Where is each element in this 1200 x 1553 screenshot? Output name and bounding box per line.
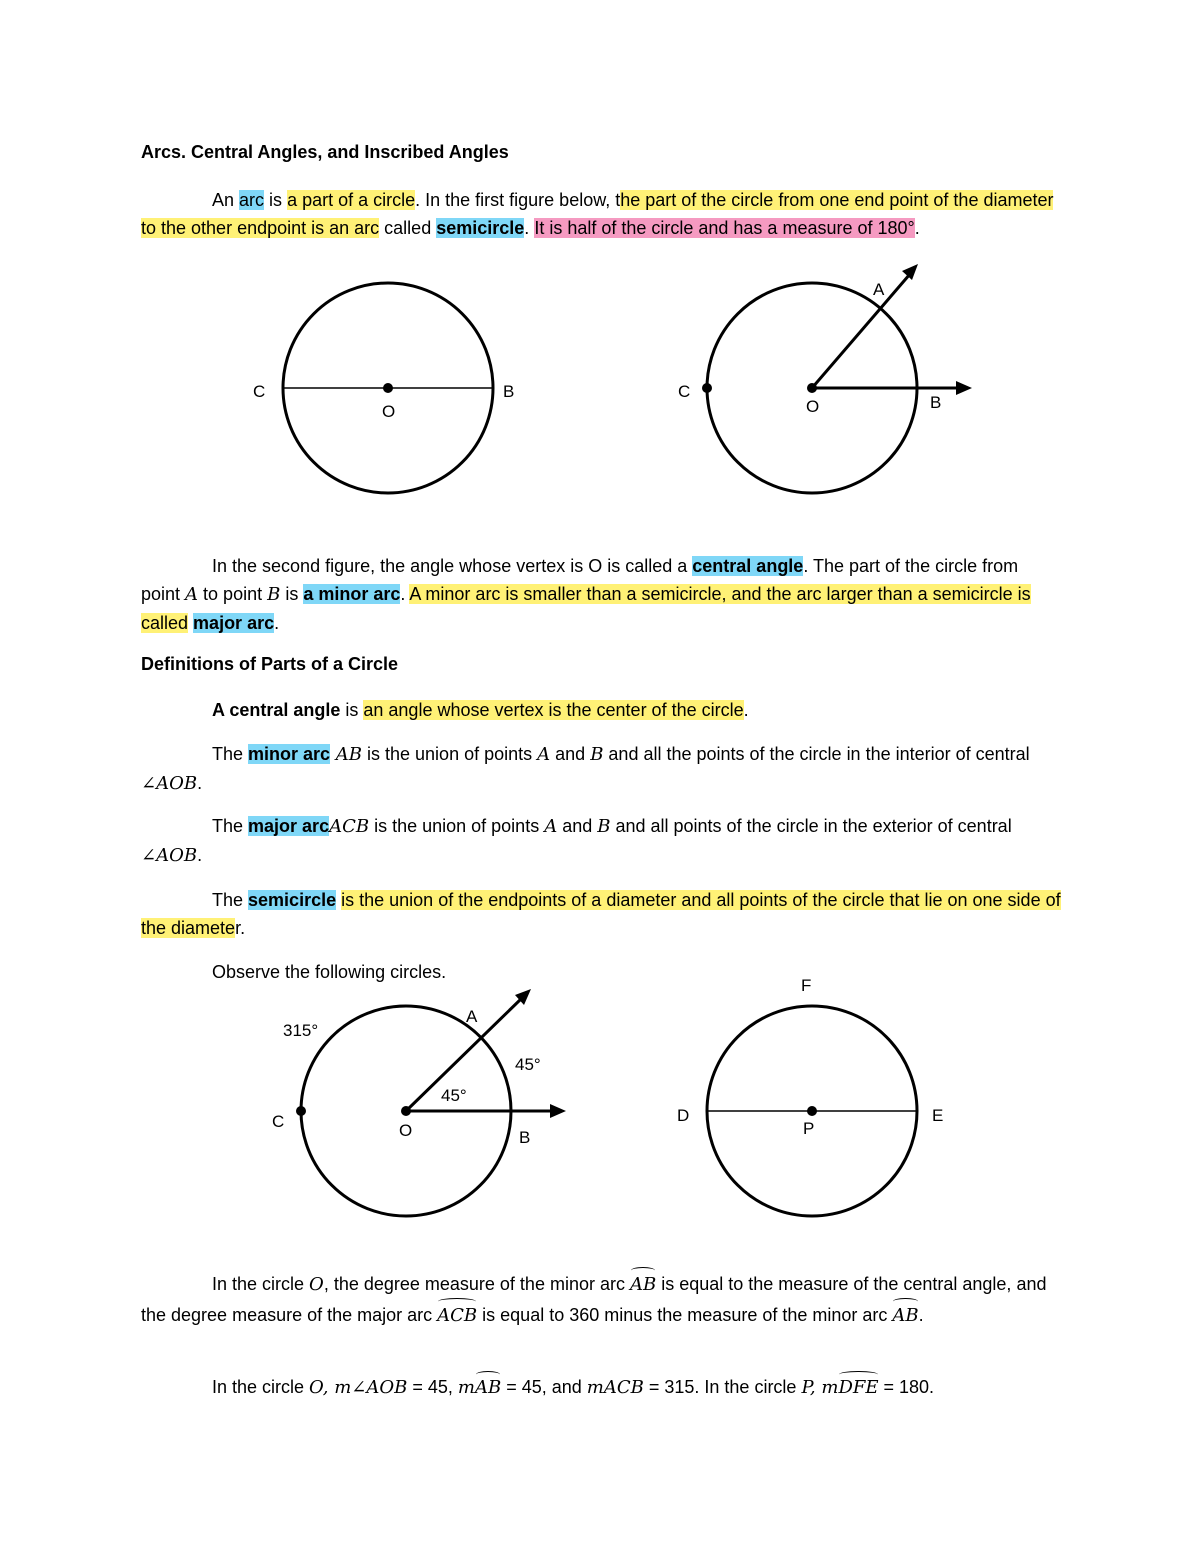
minor-arc-description: A minor arc is smaller than a semicircle, and the arc larger than a semicircle is called: [141, 584, 1031, 633]
center-point: [807, 1106, 817, 1116]
label-c: C: [678, 382, 691, 401]
label-a: A: [466, 1007, 478, 1026]
label-e: E: [932, 1106, 944, 1125]
central-angle-paragraph: In the second figure, the angle whose vertex is O is called a central angle. The part of the circle from point A to point B is a minor arc. A minor arc is smaller than a semicircle, and the arc larger than a semicircle is called major arc.: [141, 556, 1031, 633]
term-semicircle: semicircle: [436, 218, 525, 238]
term-central-angle: central angle: [692, 556, 804, 576]
half-circle-note: It is half of the circle and has a measure of 180°: [534, 218, 915, 238]
label-o: O: [399, 1121, 413, 1140]
label-o: O: [806, 397, 820, 416]
label-p: P: [803, 1119, 815, 1138]
definitions-heading: Definitions of Parts of a Circle: [141, 654, 399, 674]
def-major-arc: The major arcACB is the union of points A and B and all points of the circle in the exterior of central ∠AOB.: [141, 816, 1012, 866]
label-o: O: [382, 402, 396, 421]
observe-text: Observe the following circles.: [212, 962, 447, 982]
intro-paragraph: An arc is a part of a circle. In the first figure below, the part of the circle from one end point of the diameter to the other endpoint is an arc called semicircle. It is half of the circle and has a measure of 180°.: [141, 190, 1054, 238]
minor-arc-measure: 45°: [515, 1055, 541, 1074]
term-arc: arc: [239, 190, 265, 210]
def-semicircle: The semicircle is the union of the endpoints of a diameter and all points of the circle that lie on one side of the diameter.: [141, 890, 1061, 938]
label-b: B: [503, 382, 515, 401]
label-b: B: [519, 1128, 531, 1147]
final-statement: In the circle O, m∠AOB = 45, mAB = 45, and mACB = 315. In the circle P, mDFE = 180.: [141, 1373, 1061, 1402]
label-d: D: [677, 1106, 690, 1125]
arc-definition: a part of a circle: [287, 190, 416, 210]
page-title: Arcs. Central Angles, and Inscribed Angles: [141, 142, 509, 162]
angle-measure: 45°: [441, 1086, 467, 1105]
label-a: A: [873, 280, 885, 299]
label-c: C: [272, 1112, 285, 1131]
term-major-arc: major arc: [193, 613, 275, 633]
semicircle-description: he part of the circle from one end point of the diameter to the other endpoint is an arc: [141, 190, 1054, 238]
def-minor-arc: The minor arc AB is the union of points A and B and all the points of the circle in the interior of central ∠AOB.: [141, 744, 1030, 794]
label-b: B: [930, 393, 942, 412]
measure-paragraph: In the circle O, the degree measure of the minor arc AB is equal to the measure of the central angle, and the degree measure of the major arc ACB is equal to 360 minus the measure of the minor arc AB.: [141, 1269, 1061, 1331]
label-c: C: [253, 382, 266, 401]
term-minor-arc: a minor arc: [303, 584, 401, 604]
def-central-angle: A central angle is an angle whose vertex is the center of the circle.: [212, 700, 749, 720]
major-arc-measure: 315°: [283, 1021, 319, 1040]
label-f: F: [801, 976, 812, 995]
